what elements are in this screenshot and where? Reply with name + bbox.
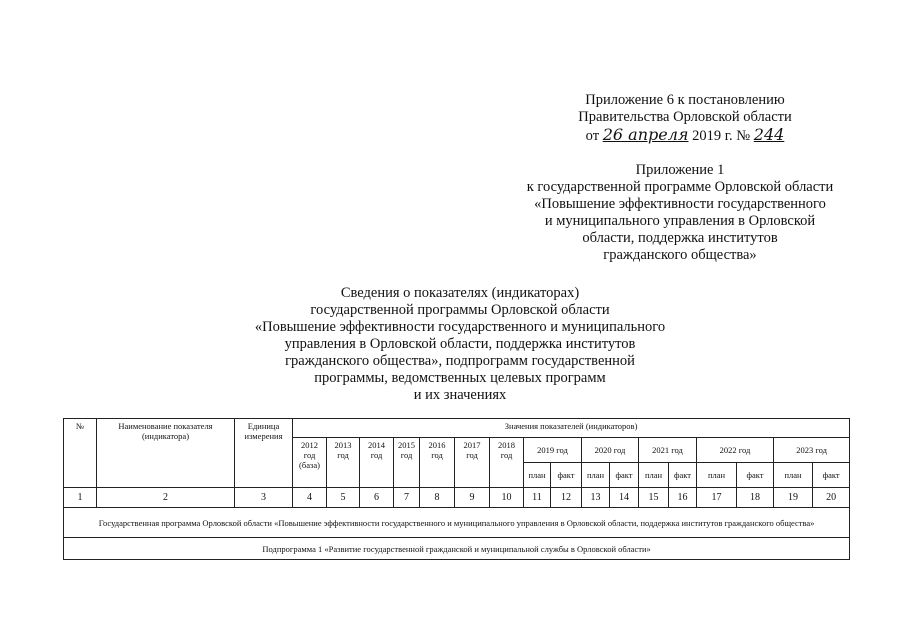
title-line4: управления в Орловской области, поддержка институтов [284,336,636,352]
column-number: 1 [64,488,97,508]
title-line2: государственной программы Орловской области [310,302,610,318]
title-line3: «Повышение эффективности государственного и муниципального [254,319,666,335]
column-number: 5 [327,488,360,508]
column-number: 6 [360,488,394,508]
appendix-6-date-line [560,126,810,145]
column-number: 19 [774,488,813,508]
appendix-6-line1: Приложение 6 к постановлению [585,92,785,108]
year-cell: 2016 год [420,438,455,488]
title-line7: и их значениях [413,387,507,403]
year-cell: 2012 год (база) [293,438,327,488]
header-indicator-name: Наименование показателя (индикатора) [97,419,235,488]
header-values: Значения показателей (индикаторов) [293,419,850,438]
plan-header: план [524,463,551,488]
appendix-1-line4: и муниципального управления в Орловской [544,213,816,229]
year-2022-header: 2022 год [697,438,774,463]
year-2020-header: 2020 год [582,438,639,463]
column-number: 9 [455,488,490,508]
plan-header: план [774,463,813,488]
appendix-6-line2: Правительства Орловской области [578,109,792,125]
column-number: 10 [490,488,524,508]
fact-header: факт [737,463,774,488]
header-number: № [64,419,97,488]
year-cell: 2018 год [490,438,524,488]
date-prefix: от [585,128,600,144]
appendix-1-line6: гражданского общества» [603,247,757,263]
fact-header: факт [669,463,697,488]
header-unit: Единица измерения [235,419,293,488]
column-number: 15 [639,488,669,508]
title-line6: программы, ведомственных целевых программ [314,370,606,386]
year-cell: 2015 год [394,438,420,488]
title-line5: гражданского общества», подпрограмм государственной [285,353,635,369]
subprogram-row: Подпрограмма 1 «Развитие государственной гражданской и муниципальной службы в Орловской области» [64,538,850,560]
document-title [200,285,720,404]
column-number: 20 [813,488,850,508]
appendix-1-line2: к государственной программе Орловской области [526,179,834,195]
year-cell: 2013 год [327,438,360,488]
year-cell: 2017 год [455,438,490,488]
indicators-table [63,418,850,560]
column-number: 8 [420,488,455,508]
fact-header: факт [813,463,850,488]
column-number: 12 [551,488,582,508]
year-cell: 2014 год [360,438,394,488]
program-section-row: Государственная программа Орловской области «Повышение эффективности государственного и муниципального управления в Орловской области, поддержка институтов гражданского общества» [64,508,850,538]
plan-header: план [582,463,610,488]
column-number: 13 [582,488,610,508]
title-line1: Сведения о показателях (индикаторах) [340,285,580,301]
column-number: 16 [669,488,697,508]
column-number: 2 [97,488,235,508]
year-2019-header: 2019 год [524,438,582,463]
plan-header: план [639,463,669,488]
column-number: 7 [394,488,420,508]
fact-header: факт [551,463,582,488]
document-year: 2019 г. № [692,128,751,144]
column-number: 14 [610,488,639,508]
fact-header: факт [610,463,639,488]
column-number: 18 [737,488,774,508]
year-2021-header: 2021 год [639,438,697,463]
appendix-1-line5: области, поддержка институтов [582,230,778,246]
column-number: 11 [524,488,551,508]
appendix-6-header [560,92,810,145]
handwritten-date: 26 апреля [602,125,689,144]
column-number: 4 [293,488,327,508]
handwritten-number: 244 [753,125,785,144]
year-2023-header: 2023 год [774,438,850,463]
column-number: 3 [235,488,293,508]
appendix-1-header [510,162,850,264]
column-number: 17 [697,488,737,508]
appendix-1-line1: Приложение 1 [635,162,725,178]
plan-header: план [697,463,737,488]
appendix-1-line3: «Повышение эффективности государственного [534,196,826,212]
